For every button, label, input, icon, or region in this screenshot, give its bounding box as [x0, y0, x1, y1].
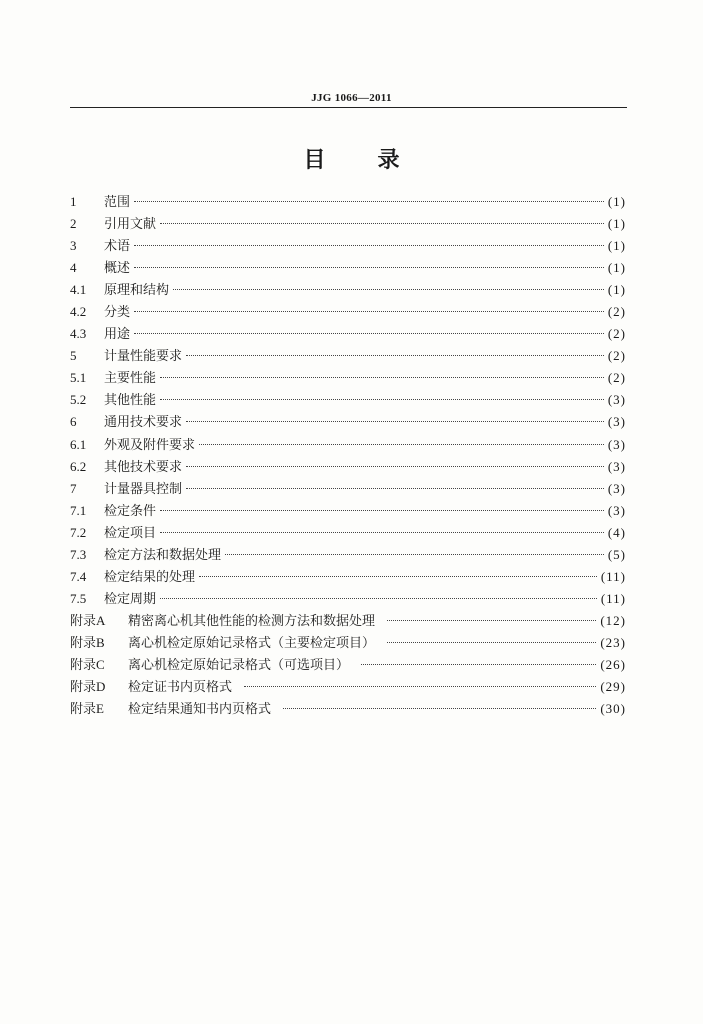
toc-entry-label: 检定项目 [104, 525, 157, 541]
toc-entry-label: 检定条件 [104, 503, 157, 519]
toc-entry-page: (1) [607, 238, 626, 254]
toc-dot-leader [134, 267, 604, 268]
toc-entry[interactable] [70, 213, 626, 235]
toc-entry-label: 其他技术要求 [104, 459, 183, 475]
toc-entry-page: (26) [600, 656, 626, 672]
toc-dot-leader [186, 355, 604, 356]
toc-entry-number: 5.1 [70, 370, 87, 386]
toc-entry-number: 2 [70, 216, 77, 232]
toc-entry-label: 外观及附件要求 [104, 437, 196, 453]
toc-entry-label: 计量性能要求 [104, 349, 183, 365]
toc-dot-leader [134, 201, 604, 202]
toc-entry-label: 通用技术要求 [104, 415, 183, 431]
toc-dot-leader [199, 444, 604, 445]
toc-entry-label: 检定方法和数据处理 [104, 547, 222, 563]
toc-dot-leader [134, 311, 604, 312]
toc-entry-number: 7.1 [70, 502, 87, 518]
toc-entry[interactable] [70, 566, 626, 588]
toc-entry[interactable] [70, 411, 626, 433]
toc-entry-number: 7.3 [70, 546, 87, 562]
toc-entry-number: 7.4 [70, 568, 87, 584]
toc-entry-number: 6 [70, 414, 77, 430]
toc-entry[interactable] [70, 191, 626, 213]
toc-dot-leader [160, 532, 604, 533]
toc-entry-page: (30) [600, 701, 626, 717]
toc-entry-page: (3) [607, 480, 626, 496]
toc-dot-leader [186, 488, 604, 489]
toc-dot-leader [244, 686, 596, 687]
toc-entry-number: 3 [70, 238, 77, 254]
toc-entry-page: (1) [607, 216, 626, 232]
toc-entry-number: 附录B [70, 634, 105, 650]
toc-entry-number: 4.3 [70, 326, 87, 342]
toc-entry-number: 附录A [70, 612, 106, 628]
toc-dot-leader [160, 223, 604, 224]
toc-dot-leader [160, 510, 604, 511]
toc-entry[interactable] [70, 301, 626, 323]
toc-entry-label: 分类 [104, 305, 131, 321]
toc-dot-leader [160, 399, 604, 400]
toc-entry[interactable] [70, 522, 626, 544]
toc-dot-leader [134, 245, 604, 246]
table-of-contents [70, 191, 626, 720]
toc-entry-page: (29) [600, 679, 626, 695]
toc-entry[interactable] [70, 389, 626, 411]
toc-entry-label: 术语 [104, 239, 131, 255]
toc-entry-label: 检定周期 [104, 591, 157, 607]
toc-entry-page: (23) [600, 634, 626, 650]
toc-entry-label: 检定证书内页格式 [128, 680, 233, 696]
toc-entry-label: 用途 [104, 327, 131, 343]
toc-entry-number: 6.1 [70, 436, 87, 452]
toc-entry-page: (3) [607, 458, 626, 474]
toc-entry-label: 引用文献 [104, 217, 157, 233]
toc-entry-label: 检定结果通知书内页格式 [128, 702, 272, 718]
toc-dot-leader [160, 377, 604, 378]
toc-entry-label: 原理和结构 [104, 283, 170, 299]
toc-entry-label: 检定结果的处理 [104, 569, 196, 585]
toc-entry[interactable] [70, 323, 626, 345]
toc-entry[interactable] [70, 500, 626, 522]
toc-entry-page: (2) [607, 348, 626, 364]
toc-entry-number: 5.2 [70, 392, 87, 408]
toc-entry-number: 4.2 [70, 304, 87, 320]
toc-entry-number: 7.5 [70, 590, 87, 606]
toc-entry[interactable] [70, 235, 626, 257]
toc-entry[interactable] [70, 588, 626, 610]
toc-entry[interactable] [70, 654, 626, 676]
toc-entry-label: 计量器具控制 [104, 481, 183, 497]
toc-entry-number: 7.2 [70, 524, 87, 540]
toc-dot-leader [134, 333, 604, 334]
header-rule [70, 107, 627, 108]
toc-entry-number: 4.1 [70, 282, 87, 298]
toc-entry-page: (2) [607, 304, 626, 320]
toc-entry-number: 1 [70, 194, 77, 209]
toc-entry[interactable] [70, 632, 626, 654]
toc-entry-label: 离心机检定原始记录格式（可选项目） [128, 657, 350, 673]
toc-entry-page: (2) [607, 326, 626, 342]
toc-entry-page: (11) [600, 568, 626, 584]
toc-entry-number: 附录C [70, 656, 105, 672]
toc-dot-leader [387, 620, 596, 621]
toc-entry[interactable] [70, 257, 626, 279]
toc-entry-page: (3) [607, 414, 626, 430]
toc-dot-leader [186, 466, 604, 467]
toc-entry-label: 主要性能 [104, 371, 157, 387]
toc-entry-label: 概述 [104, 261, 131, 277]
toc-entry-page: (12) [600, 612, 626, 628]
toc-entry[interactable] [70, 610, 626, 632]
toc-dot-leader [283, 708, 596, 709]
toc-entry-page: (4) [607, 524, 626, 540]
toc-entry[interactable] [70, 345, 626, 367]
toc-dot-leader [361, 664, 596, 665]
toc-entry-page: (3) [607, 502, 626, 518]
toc-entry-label: 其他性能 [104, 393, 157, 409]
toc-entry-label: 精密离心机其他性能的检测方法和数据处理 [128, 613, 376, 629]
toc-entry[interactable] [70, 434, 626, 456]
toc-entry-page: (5) [607, 546, 626, 562]
toc-entry-label: 范围 [104, 195, 131, 210]
toc-title: 目录 [303, 148, 452, 173]
toc-dot-leader [186, 421, 604, 422]
toc-entry[interactable] [70, 544, 626, 566]
toc-entry-page: (1) [607, 260, 626, 276]
toc-entry[interactable] [70, 698, 626, 720]
toc-entry-page: (3) [607, 436, 626, 452]
toc-entry[interactable] [70, 478, 626, 500]
toc-entry-number: 6.2 [70, 458, 87, 474]
toc-entry[interactable] [70, 367, 626, 389]
toc-entry-label: 离心机检定原始记录格式（主要检定项目） [128, 635, 376, 651]
toc-dot-leader [160, 598, 597, 599]
toc-entry[interactable] [70, 676, 626, 698]
toc-dot-leader [199, 576, 597, 577]
toc-entry-number: 5 [70, 348, 77, 364]
toc-entry[interactable] [70, 456, 626, 478]
standard-code-header: JJG 1066—2011 [311, 92, 392, 104]
toc-entry[interactable] [70, 279, 626, 301]
toc-entry-page: (1) [607, 282, 626, 298]
toc-dot-leader [225, 554, 604, 555]
toc-entry-page: (11) [600, 590, 626, 606]
toc-entry-number: 附录E [70, 701, 104, 717]
toc-entry-number: 4 [70, 260, 77, 276]
toc-entry-page: (3) [607, 392, 626, 408]
toc-entry-number: 7 [70, 480, 77, 496]
toc-dot-leader [173, 289, 604, 290]
toc-entry-number: 附录D [70, 679, 106, 695]
toc-dot-leader [387, 642, 596, 643]
toc-entry-page: (2) [607, 370, 626, 386]
toc-entry-page: (1) [607, 194, 626, 209]
